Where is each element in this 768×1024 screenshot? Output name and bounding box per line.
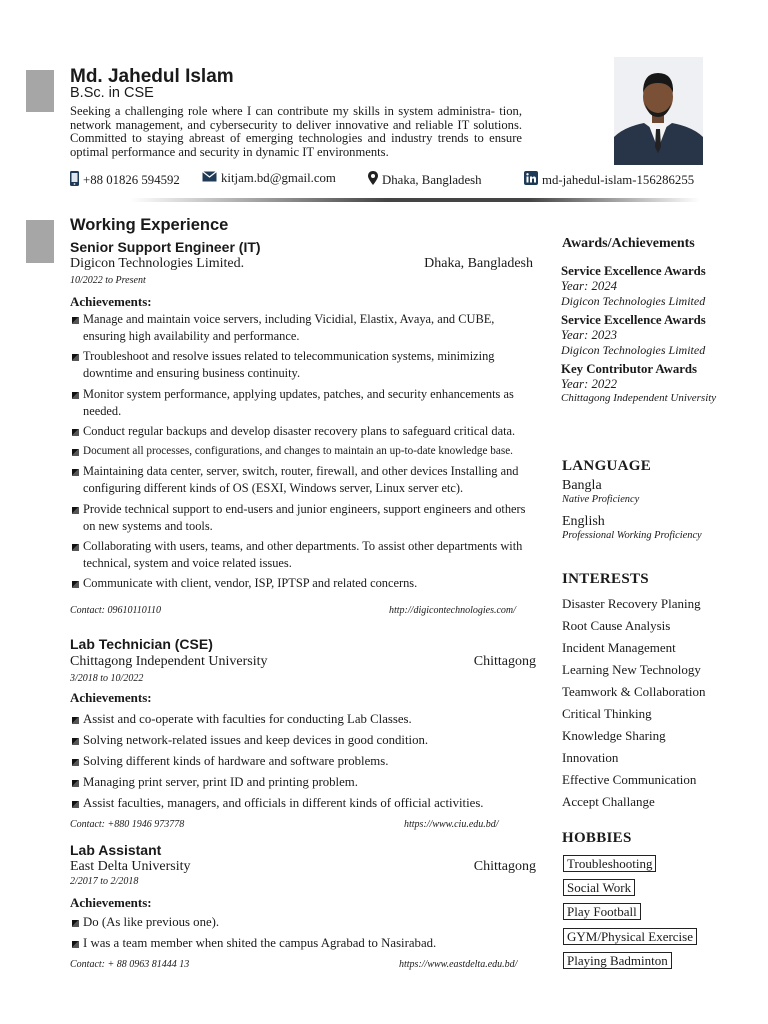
contact-location xyxy=(368,171,482,189)
award-item xyxy=(561,264,761,309)
list-item: Solving network-related issues and keep devices in good condition. xyxy=(70,732,538,749)
job-location: Chittagong xyxy=(473,859,536,874)
list-item: Do (As like previous one). xyxy=(70,914,538,931)
achievements-list xyxy=(70,311,538,596)
list-item: Critical Thinking xyxy=(562,706,652,721)
award-org: Digicon Technologies Limited xyxy=(561,343,706,357)
job-website-link[interactable]: https://www.ciu.edu.bd/ xyxy=(404,819,499,830)
list-item: Disaster Recovery Planing xyxy=(562,596,701,611)
list-item: Communicate with client, vendor, ISP, IPTSP and related concerns. xyxy=(70,575,538,592)
hobby-tag: Playing Badminton xyxy=(563,952,672,969)
achievements-label: Achievements: xyxy=(70,690,152,705)
list-item: Conduct regular backups and develop disaster recovery plans to safeguard critical data. xyxy=(70,423,538,440)
job-location: Dhaka, Bangladesh xyxy=(424,256,533,271)
list-item: I was a team member when shited the campus Agrabad to Nasirabad. xyxy=(70,935,538,952)
list-item: Solving different kinds of hardware and software problems. xyxy=(70,753,538,770)
list-item: Assist and co-operate with faculties for conducting Lab Classes. xyxy=(70,711,538,728)
list-item: Root Cause Analysis xyxy=(562,618,671,633)
hobbies-section-title: HOBBIES xyxy=(562,830,632,846)
achievements-list xyxy=(70,914,538,956)
job-title: Senior Support Engineer (IT) xyxy=(70,239,261,255)
header-divider xyxy=(130,198,700,202)
contact-linkedin[interactable] xyxy=(524,171,694,189)
list-item: Teamwork & Collaboration xyxy=(562,684,706,699)
experience-section-title: Working Experience xyxy=(70,216,229,234)
job-contact: Contact: + 88 0963 81444 13 xyxy=(70,959,190,970)
list-item: Collaborating with users, teams, and other departments. To assist other departments with technical, system and voice related issues. xyxy=(70,538,538,572)
contact-phone[interactable] xyxy=(70,171,180,190)
language-section-title: LANGUAGE xyxy=(562,458,652,474)
language-name: English xyxy=(562,514,605,529)
hobby-tag: Play Football xyxy=(563,903,641,920)
degree: B.Sc. in CSE xyxy=(70,85,154,101)
list-item: Accept Challange xyxy=(562,794,655,809)
person-name: Md. Jahedul Islam xyxy=(70,66,234,87)
award-year: Year: 2022 xyxy=(561,377,618,391)
awards-section-title: Awards/Achievements xyxy=(562,236,695,251)
language-level: Native Proficiency xyxy=(562,494,640,505)
envelope-icon xyxy=(202,171,217,186)
job-website-link[interactable]: https://www.eastdelta.edu.bd/ xyxy=(399,959,518,970)
interests-section-title: INTERESTS xyxy=(562,571,649,587)
job-title: Lab Technician (CSE) xyxy=(70,636,213,652)
job-location: Chittagong xyxy=(473,654,536,669)
achievements-list xyxy=(70,711,538,816)
list-item: Effective Communication xyxy=(562,772,697,787)
achievements-label: Achievements: xyxy=(70,895,152,910)
experience-marker xyxy=(26,220,54,263)
job-title: Lab Assistant xyxy=(70,842,162,858)
contact-email[interactable] xyxy=(202,171,336,186)
list-item: Learning New Technology xyxy=(562,662,701,677)
email-text: kitjam.bd@gmail.com xyxy=(221,171,336,185)
job-dates: 2/2017 to 2/2018 xyxy=(70,876,139,887)
hobby-tag: Social Work xyxy=(563,879,635,896)
linkedin-icon xyxy=(524,171,538,189)
profile-photo xyxy=(614,57,703,165)
list-item: Managing print server, print ID and printing problem. xyxy=(70,774,538,791)
interests-list xyxy=(562,593,706,813)
job-org: Chittagong Independent University xyxy=(70,654,268,669)
summary: Seeking a challenging role where I can contribute my skills in system administra- tion, network management, and cybersecurity to deliver innovative and reliable IT solutions. Committed to staying abreast of emerging technologies and industry trends to ensure optimal performance and security in dynamic IT environments. xyxy=(70,104,522,159)
awards-list xyxy=(561,264,761,404)
award-year: Year: 2023 xyxy=(561,328,618,342)
language-level: Professional Working Proficiency xyxy=(562,530,702,541)
award-name: Service Excellence Awards xyxy=(561,313,706,327)
phone-text: +88 01826 594592 xyxy=(83,173,180,187)
phone-icon xyxy=(70,171,79,190)
award-org: Digicon Technologies Limited xyxy=(561,294,706,308)
job-contact: Contact: 09610110110 xyxy=(70,605,162,616)
hobby-tag: GYM/Physical Exercise xyxy=(563,928,697,945)
award-name: Service Excellence Awards xyxy=(561,264,706,278)
award-org: Chittagong Independent University xyxy=(561,392,717,404)
language-name: Bangla xyxy=(562,478,602,493)
list-item: Incident Management xyxy=(562,640,676,655)
list-item: Assist faculties, managers, and officials in different kinds of official activities. xyxy=(70,795,538,812)
location-text: Dhaka, Bangladesh xyxy=(382,172,482,187)
list-item: Troubleshoot and resolve issues related to telecommunication systems, minimizing downtime and ensuring business continuity. xyxy=(70,348,538,382)
list-item: Provide technical support to end-users and junior engineers, support engineers and others on new systems and tools. xyxy=(70,501,538,535)
map-pin-icon xyxy=(368,171,378,189)
job-contact: Contact: +880 1946 973778 xyxy=(70,819,185,830)
award-name: Key Contributor Awards xyxy=(561,362,698,376)
linkedin-text: md-jahedul-islam-156286255 xyxy=(542,172,695,187)
award-year: Year: 2024 xyxy=(561,279,618,293)
header-marker xyxy=(26,70,54,112)
list-item: Manage and maintain voice servers, including Vicidial, Elastix, Avaya, and CUBE, ensuring high availability and performance. xyxy=(70,311,538,345)
list-item: Maintaining data center, server, switch, router, firewall, and other devices Installing and configuring different kinds of OS (ESXI, Windows server, Linux server etc). xyxy=(70,463,538,497)
list-item: Monitor system performance, applying updates, patches, and security enhancements as needed. xyxy=(70,386,538,420)
list-item: Knowledge Sharing xyxy=(562,728,666,743)
award-item xyxy=(561,362,761,404)
achievements-label: Achievements: xyxy=(70,294,152,309)
list-item: Document all processes, configurations, and changes to maintain an up-to-date knowledge base. xyxy=(70,443,538,460)
job-website-link[interactable]: http://digicontechnologies.com/ xyxy=(389,605,516,616)
list-item: Innovation xyxy=(562,750,619,765)
hobby-tag: Troubleshooting xyxy=(563,855,656,872)
job-dates: 3/2018 to 10/2022 xyxy=(70,673,144,684)
job-org: Digicon Technologies Limited. xyxy=(70,256,245,271)
job-org: East Delta University xyxy=(70,859,191,874)
job-dates: 10/2022 to Present xyxy=(70,275,146,286)
award-item xyxy=(561,313,761,358)
